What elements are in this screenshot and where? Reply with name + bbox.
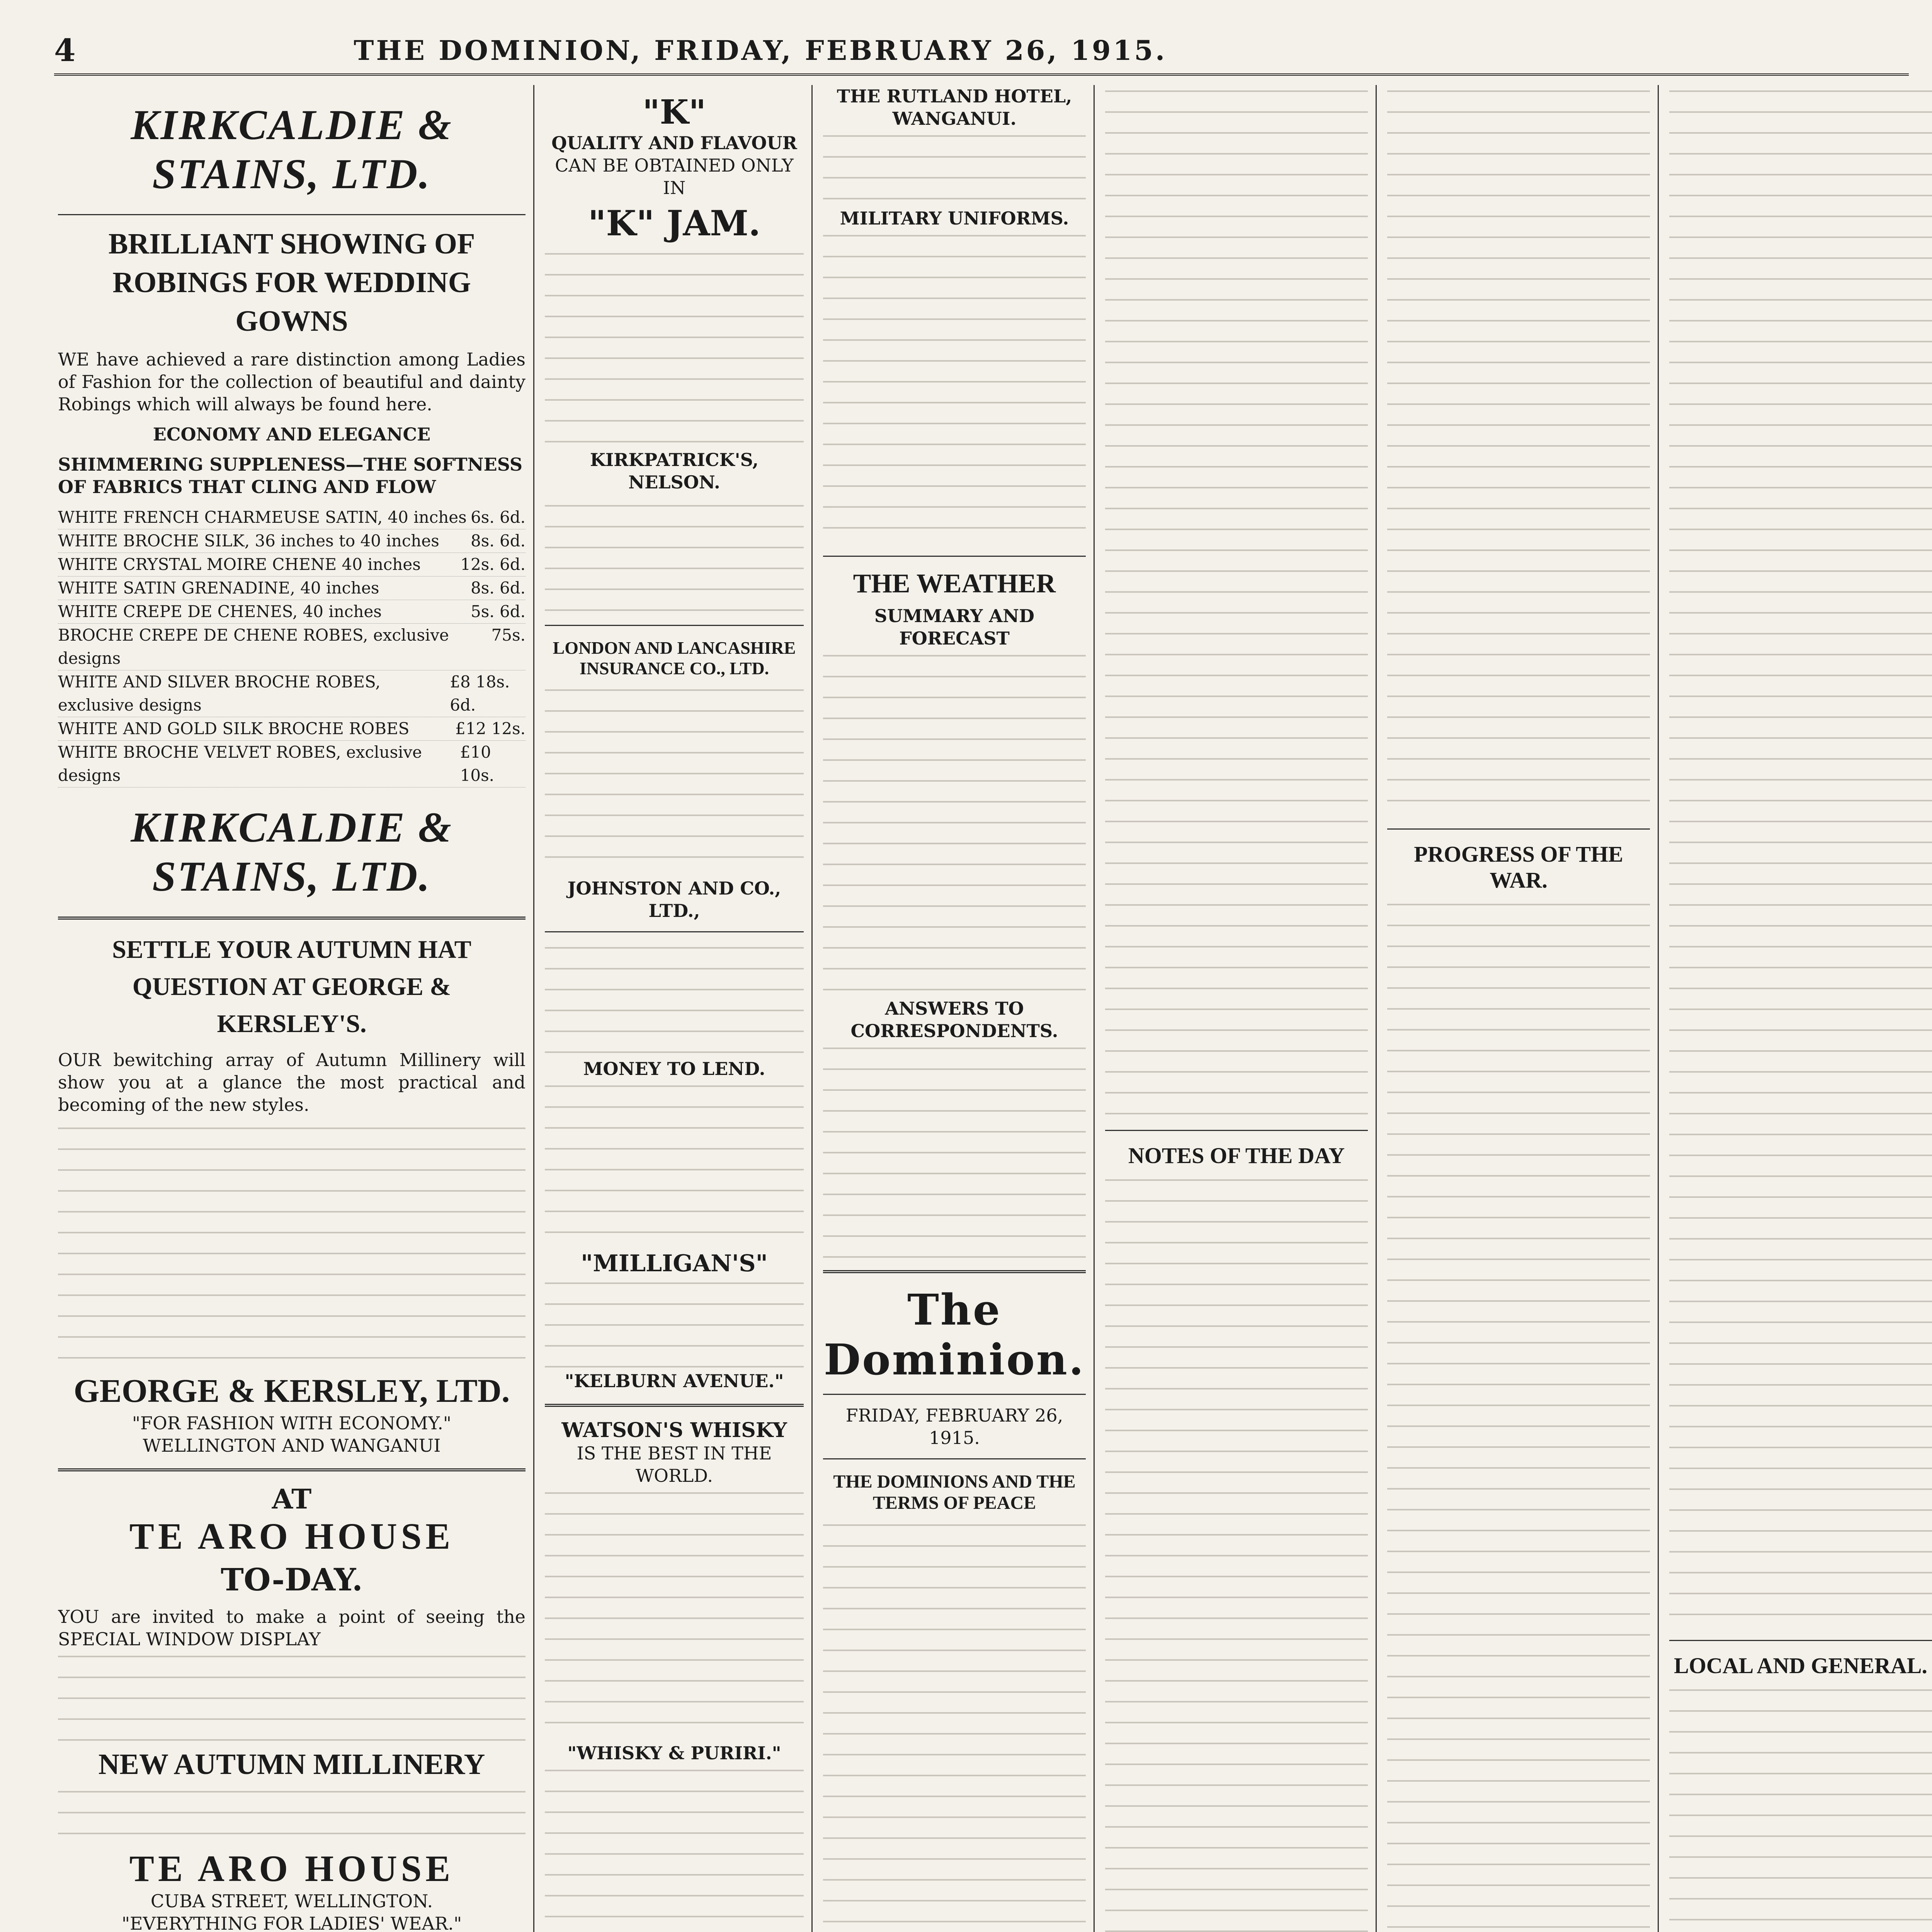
money-to-lend: MONEY TO LEND.	[583, 1058, 765, 1079]
military-uniforms: MILITARY UNIFORMS.	[840, 208, 1069, 229]
local-and-general-body	[1669, 1684, 1932, 1932]
list-item: WHITE FRENCH CHARMEUSE SATIN, 40 inches 6s. 6d.	[58, 506, 526, 529]
k-jam-nb	[545, 500, 804, 616]
answers-title: ANSWERS TO CORRESPONDENTS.	[850, 998, 1058, 1041]
te-aro-body: YOU are invited to make a point of seeing the SPECIAL WINDOW DISPLAY	[58, 1606, 526, 1650]
te-aro-body-text	[58, 1650, 526, 1743]
list-item: WHITE CREPE DE CHENES, 40 inches 5s. 6d.	[58, 600, 526, 624]
leader-headline: THE DOMINIONS AND THE TERMS OF PEACE	[833, 1471, 1076, 1513]
progress-of-war-title: PROGRESS OF THE WAR.	[1414, 842, 1623, 893]
milligan-body	[545, 1277, 804, 1370]
masthead	[54, 27, 1909, 76]
list-item: WHITE AND GOLD SILK BROCHE ROBES £12 12s.	[58, 717, 526, 741]
column-news-3	[1387, 85, 1650, 1932]
list-item: WHITE AND SILVER BROCHE ROBES, exclusive designs £8 18s. 6d.	[58, 670, 526, 717]
whisky-puriri: "WHISKY & PURIRI."	[567, 1743, 781, 1764]
kelburn-avenue: "KELBURN AVENUE."	[565, 1371, 784, 1391]
te-aro-street: CUBA STREET, WELLINGTON.	[150, 1891, 433, 1912]
kirkcaldie-tagline: ECONOMY AND ELEGANCE	[153, 424, 431, 445]
list-item: WHITE BROCHE VELVET ROBES, exclusive designs £10 10s.	[58, 741, 526, 787]
notes-of-the-day-body	[1105, 1174, 1368, 1932]
weather-subtitle: SUMMARY AND FORECAST	[874, 605, 1035, 649]
weather-title: THE WEATHER	[853, 569, 1056, 599]
progress-of-war-body	[1387, 898, 1650, 1932]
page-number: 4	[54, 32, 76, 68]
list-item: WHITE BROCHE SILK, 36 inches to 40 inches 8s. 6d.	[58, 529, 526, 553]
column-ads-1	[58, 85, 526, 1932]
george-kersley-body: OUR bewitching array of Autumn Millinery will show you at a glance the most practical and becoming of the new styles.	[58, 1049, 526, 1115]
k-jam-sub: QUALITY AND FLAVOUR	[551, 133, 797, 153]
column-news-1	[823, 85, 1086, 1932]
george-kersley-body-text	[58, 1122, 526, 1369]
military-body	[823, 230, 1086, 546]
johnston-name: JOHNSTON AND CO., LTD.,	[567, 878, 781, 921]
george-kersley-name: GEORGE & KERSLEY, LTD.	[73, 1372, 510, 1409]
tailor-body	[545, 1487, 804, 1742]
kirkcaldie-logo: KIRKCALDIE & STAINS, LTD.	[131, 101, 453, 197]
te-aro-at: AT	[272, 1483, 312, 1515]
local-and-general-title: LOCAL AND GENERAL.	[1674, 1653, 1927, 1678]
te-aro-body-text-2	[58, 1786, 526, 1847]
watson-whisky: WATSON'S WHISKY	[561, 1418, 787, 1442]
te-aro-today: TO-DAY.	[221, 1561, 363, 1598]
card-text	[545, 942, 804, 1058]
column-news-4	[1669, 85, 1932, 1932]
column-6-lead-text	[1669, 85, 1932, 1631]
dominion-logo: The Dominion.	[823, 1285, 1085, 1384]
te-aro-footer-name: TE ARO HOUSE	[129, 1848, 454, 1889]
te-aro-new-autumn: NEW AUTUMN MILLINERY	[98, 1748, 485, 1781]
k-jam-title: "K"	[642, 93, 706, 132]
george-kersley-slogan: "FOR FASHION WITH ECONOMY."	[132, 1413, 452, 1434]
leader-body	[823, 1519, 1086, 1932]
kirkcaldie-price-list	[58, 506, 526, 787]
kirkcaldie-headline: BRILLIANT SHOWING OF ROBINGS FOR WEDDING GOWNS	[108, 228, 475, 337]
k-jam-only: CAN BE OBTAINED ONLY IN	[555, 155, 794, 198]
weather-body	[823, 650, 1086, 997]
kirkcaldie-subhead: SHIMMERING SUPPLENESS—THE SOFTNESS OF FABRICS THAT CLING AND FLOW	[58, 454, 523, 497]
column-5-lead-text	[1387, 85, 1650, 819]
milligan-name: "MILLIGAN'S"	[581, 1250, 768, 1277]
k-jam-body-text	[545, 248, 804, 449]
dominion-dateline: FRIDAY, FEBRUARY 26, 1915.	[845, 1405, 1063, 1448]
watson-best: IS THE BEST IN THE WORLD.	[577, 1443, 772, 1486]
rutland-body	[823, 130, 1086, 207]
london-lancs-body	[545, 684, 804, 877]
kirkcaldie-intro: WE have achieved a rare distinction among Ladies of Fashion for the collection of beautiful and dainty Robings which will always be found here.	[58, 349, 526, 415]
puriri-body	[545, 1764, 804, 1932]
list-item: WHITE SATIN GRENADINE, 40 inches 8s. 6d.	[58, 577, 526, 600]
money-to-lend-body	[545, 1080, 804, 1250]
te-aro-motto: "EVERYTHING FOR LADIES' WEAR."	[121, 1913, 462, 1932]
kirkcaldie-logo-footer: KIRKCALDIE & STAINS, LTD.	[131, 804, 453, 900]
list-item: WHITE CRYSTAL MOIRE CHENE 40 inches 12s. 6d.	[58, 553, 526, 577]
notes-of-the-day-title: NOTES OF THE DAY	[1128, 1143, 1345, 1168]
te-aro-name: TE ARO HOUSE	[129, 1515, 454, 1557]
rutland-hotel: THE RUTLAND HOTEL, WANGANUI.	[837, 86, 1072, 129]
column-ads-2	[545, 85, 804, 1932]
k-jam-name: "K" JAM.	[588, 203, 761, 244]
answers-body	[823, 1042, 1086, 1259]
leader-continued	[1105, 85, 1368, 1121]
list-item: BROCHE CREPE DE CHENE ROBES, exclusive designs 75s.	[58, 624, 526, 670]
k-jam-maker: KIRKPATRICK'S, NELSON.	[590, 449, 759, 493]
column-news-2	[1105, 85, 1368, 1932]
london-lancs-title: LONDON AND LANCASHIRE INSURANCE CO., LTD.	[553, 638, 796, 678]
george-kersley-headline: SETTLE YOUR AUTUMN HAT QUESTION AT GEORGE & KERSLEY'S.	[112, 935, 471, 1038]
paper-title: THE DOMINION, FRIDAY, FEBRUARY 26, 1915.	[354, 34, 1167, 66]
george-kersley-cities: WELLINGTON AND WANGANUI	[143, 1435, 441, 1456]
